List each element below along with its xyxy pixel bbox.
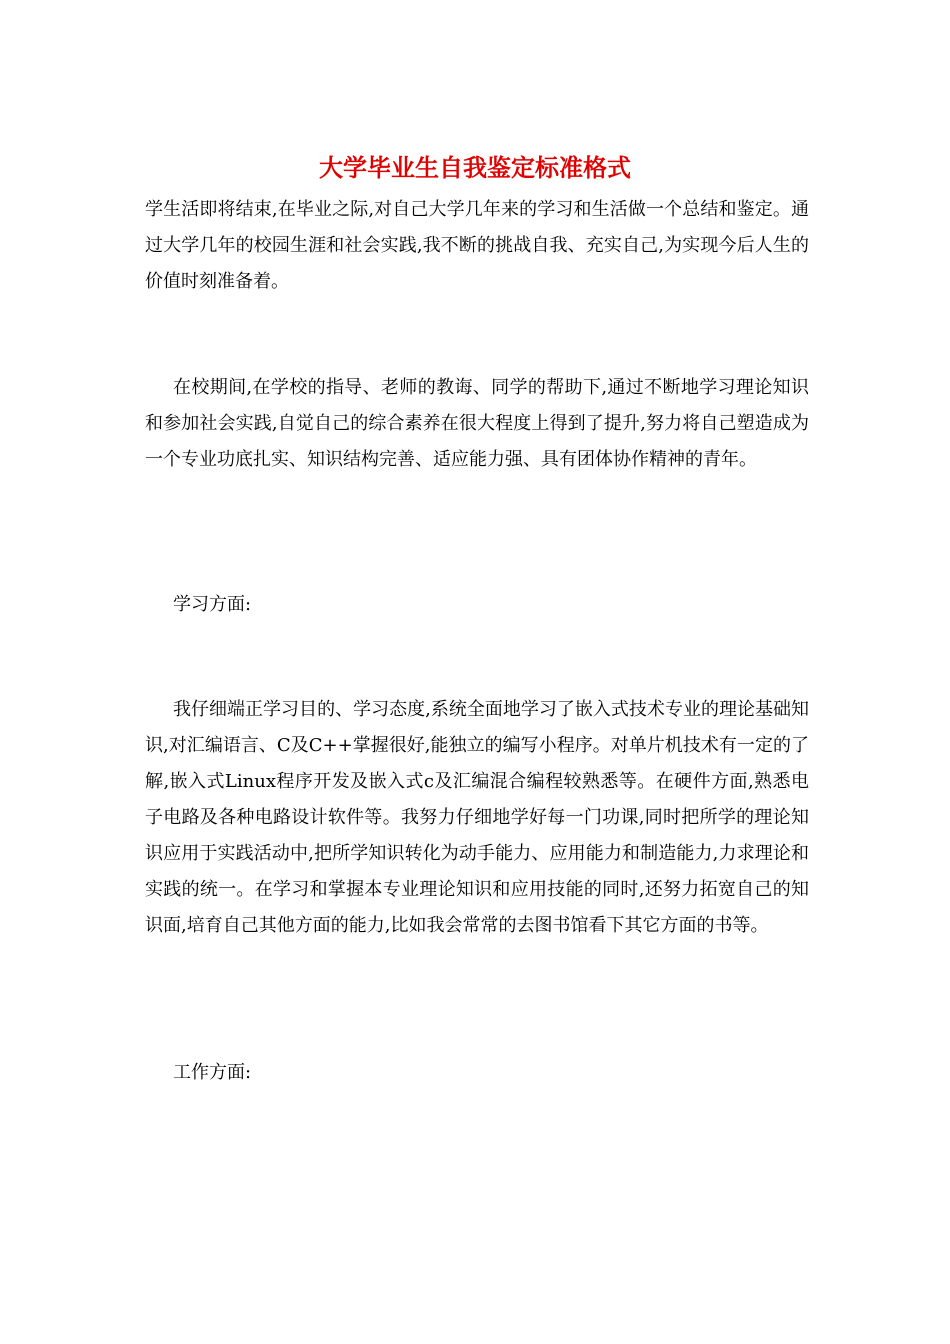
heading-work: 工作方面:	[173, 1062, 252, 1083]
paragraph-intro: 学生活即将结束,在毕业之际,对自己大学几年来的学习和生活做一个总结和鉴定。通过大学几年的校园生涯和社会实践,我不断的挑战自我、充实自己,为实现今后人生的价值时刻准备着。	[145, 199, 809, 292]
document-title: 大学毕业生自我鉴定标准格式	[319, 154, 631, 182]
paragraph-campus-life: 在校期间,在学校的指导、老师的教诲、同学的帮助下,通过不断地学习理论知识和参加社会实践,自觉自己的综合素养在很大程度上得到了提升,努力将自己塑造成为一个专业功底扎实、知识结构完善、适应能力强、具有团体协作精神的青年。	[145, 377, 809, 470]
paragraph-study: 我仔细端正学习目的、学习态度,系统全面地学习了嵌入式技术专业的理论基础知识,对汇编语言、C及C++掌握很好,能独立的编写小程序。对单片机技术有一定的了解,嵌入式Linux程序开发及嵌入式c及汇编混合编程较熟悉等。在硬件方面,熟悉电子电路及各种电路设计软件等。我努力仔细地学好每一门功课,同时把所学的理论知识应用于实践活动中,把所学知识转化为动手能力、应用能力和制造能力,力求理论和实践的统一。在学习和掌握本专业理论知识和应用技能的同时,还努力拓宽自己的知识面,培育自己其他方面的能力,比如我会常常的去图书馆看下其它方面的书等。	[145, 699, 809, 936]
heading-study: 学习方面:	[173, 594, 252, 615]
